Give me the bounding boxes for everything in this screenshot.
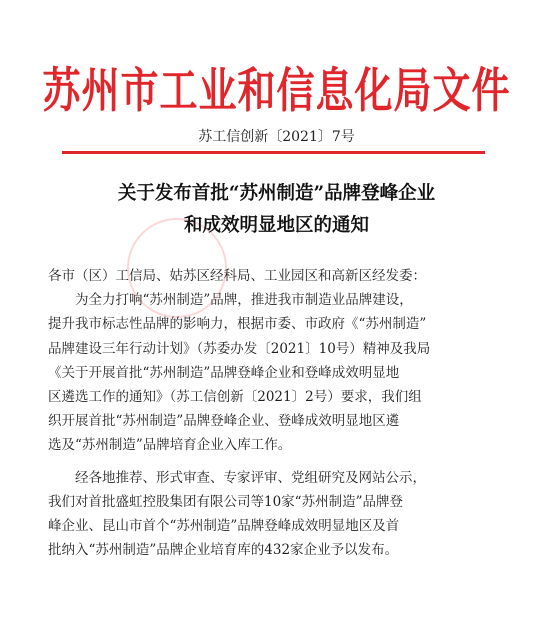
body-line: 为全力打响“苏州制造”品牌，推进我市制造业品牌建设， bbox=[75, 292, 413, 309]
body-line: 选及“苏州制造”品牌培育企业入库工作。 bbox=[48, 437, 292, 454]
notice-heading bbox=[0, 178, 553, 242]
document-header-title: 苏州市工业和信息化局文件 bbox=[42, 62, 511, 119]
notice-heading-line-2: 和成效明显地区的通知 bbox=[183, 215, 369, 236]
body-line: 各市（区）工信局、姑苏区经科局、工业园区和高新区经发委： bbox=[48, 268, 426, 284]
body-line: 批纳入“苏州制造”品牌企业培育库的432家企业予以发布。 bbox=[48, 542, 399, 559]
body-line: 织开展首批“苏州制造”品牌登峰企业、登峰成效明显地区遴 bbox=[48, 413, 400, 430]
body-line: 我们对首批盛虹控股集团有限公司等10家“苏州制造”品牌登 bbox=[48, 493, 403, 510]
body-line: 峰企业、昆山市首个“苏州制造”品牌登峰成效明显地区及首 bbox=[48, 518, 400, 535]
body-line: 提升我市标志性品牌的影响力，根据市委、市政府《“苏州制造” bbox=[48, 316, 427, 333]
notice-heading-line-1: 关于发布首批“苏州制造”品牌登峰企业 bbox=[117, 183, 436, 204]
body-line: 《关于开展首批“苏州制造”品牌登峰企业和登峰成效明显地 bbox=[48, 364, 400, 381]
body-line: 区遴选工作的通知》（苏工信创新〔2021〕2号）要求，我们组 bbox=[48, 389, 422, 406]
red-divider-line bbox=[62, 151, 485, 154]
paragraph-gap bbox=[48, 458, 508, 466]
body-line: 经各地推荐、形式审查、专家评审、党组研究及网站公示， bbox=[75, 469, 426, 486]
body-line: 品牌建设三年行动计划》（苏委办发〔2021〕10号）精神及我局 bbox=[48, 340, 431, 357]
notice-body bbox=[48, 264, 508, 562]
document-number: 苏工信创新〔2021〕7号 bbox=[198, 129, 355, 145]
